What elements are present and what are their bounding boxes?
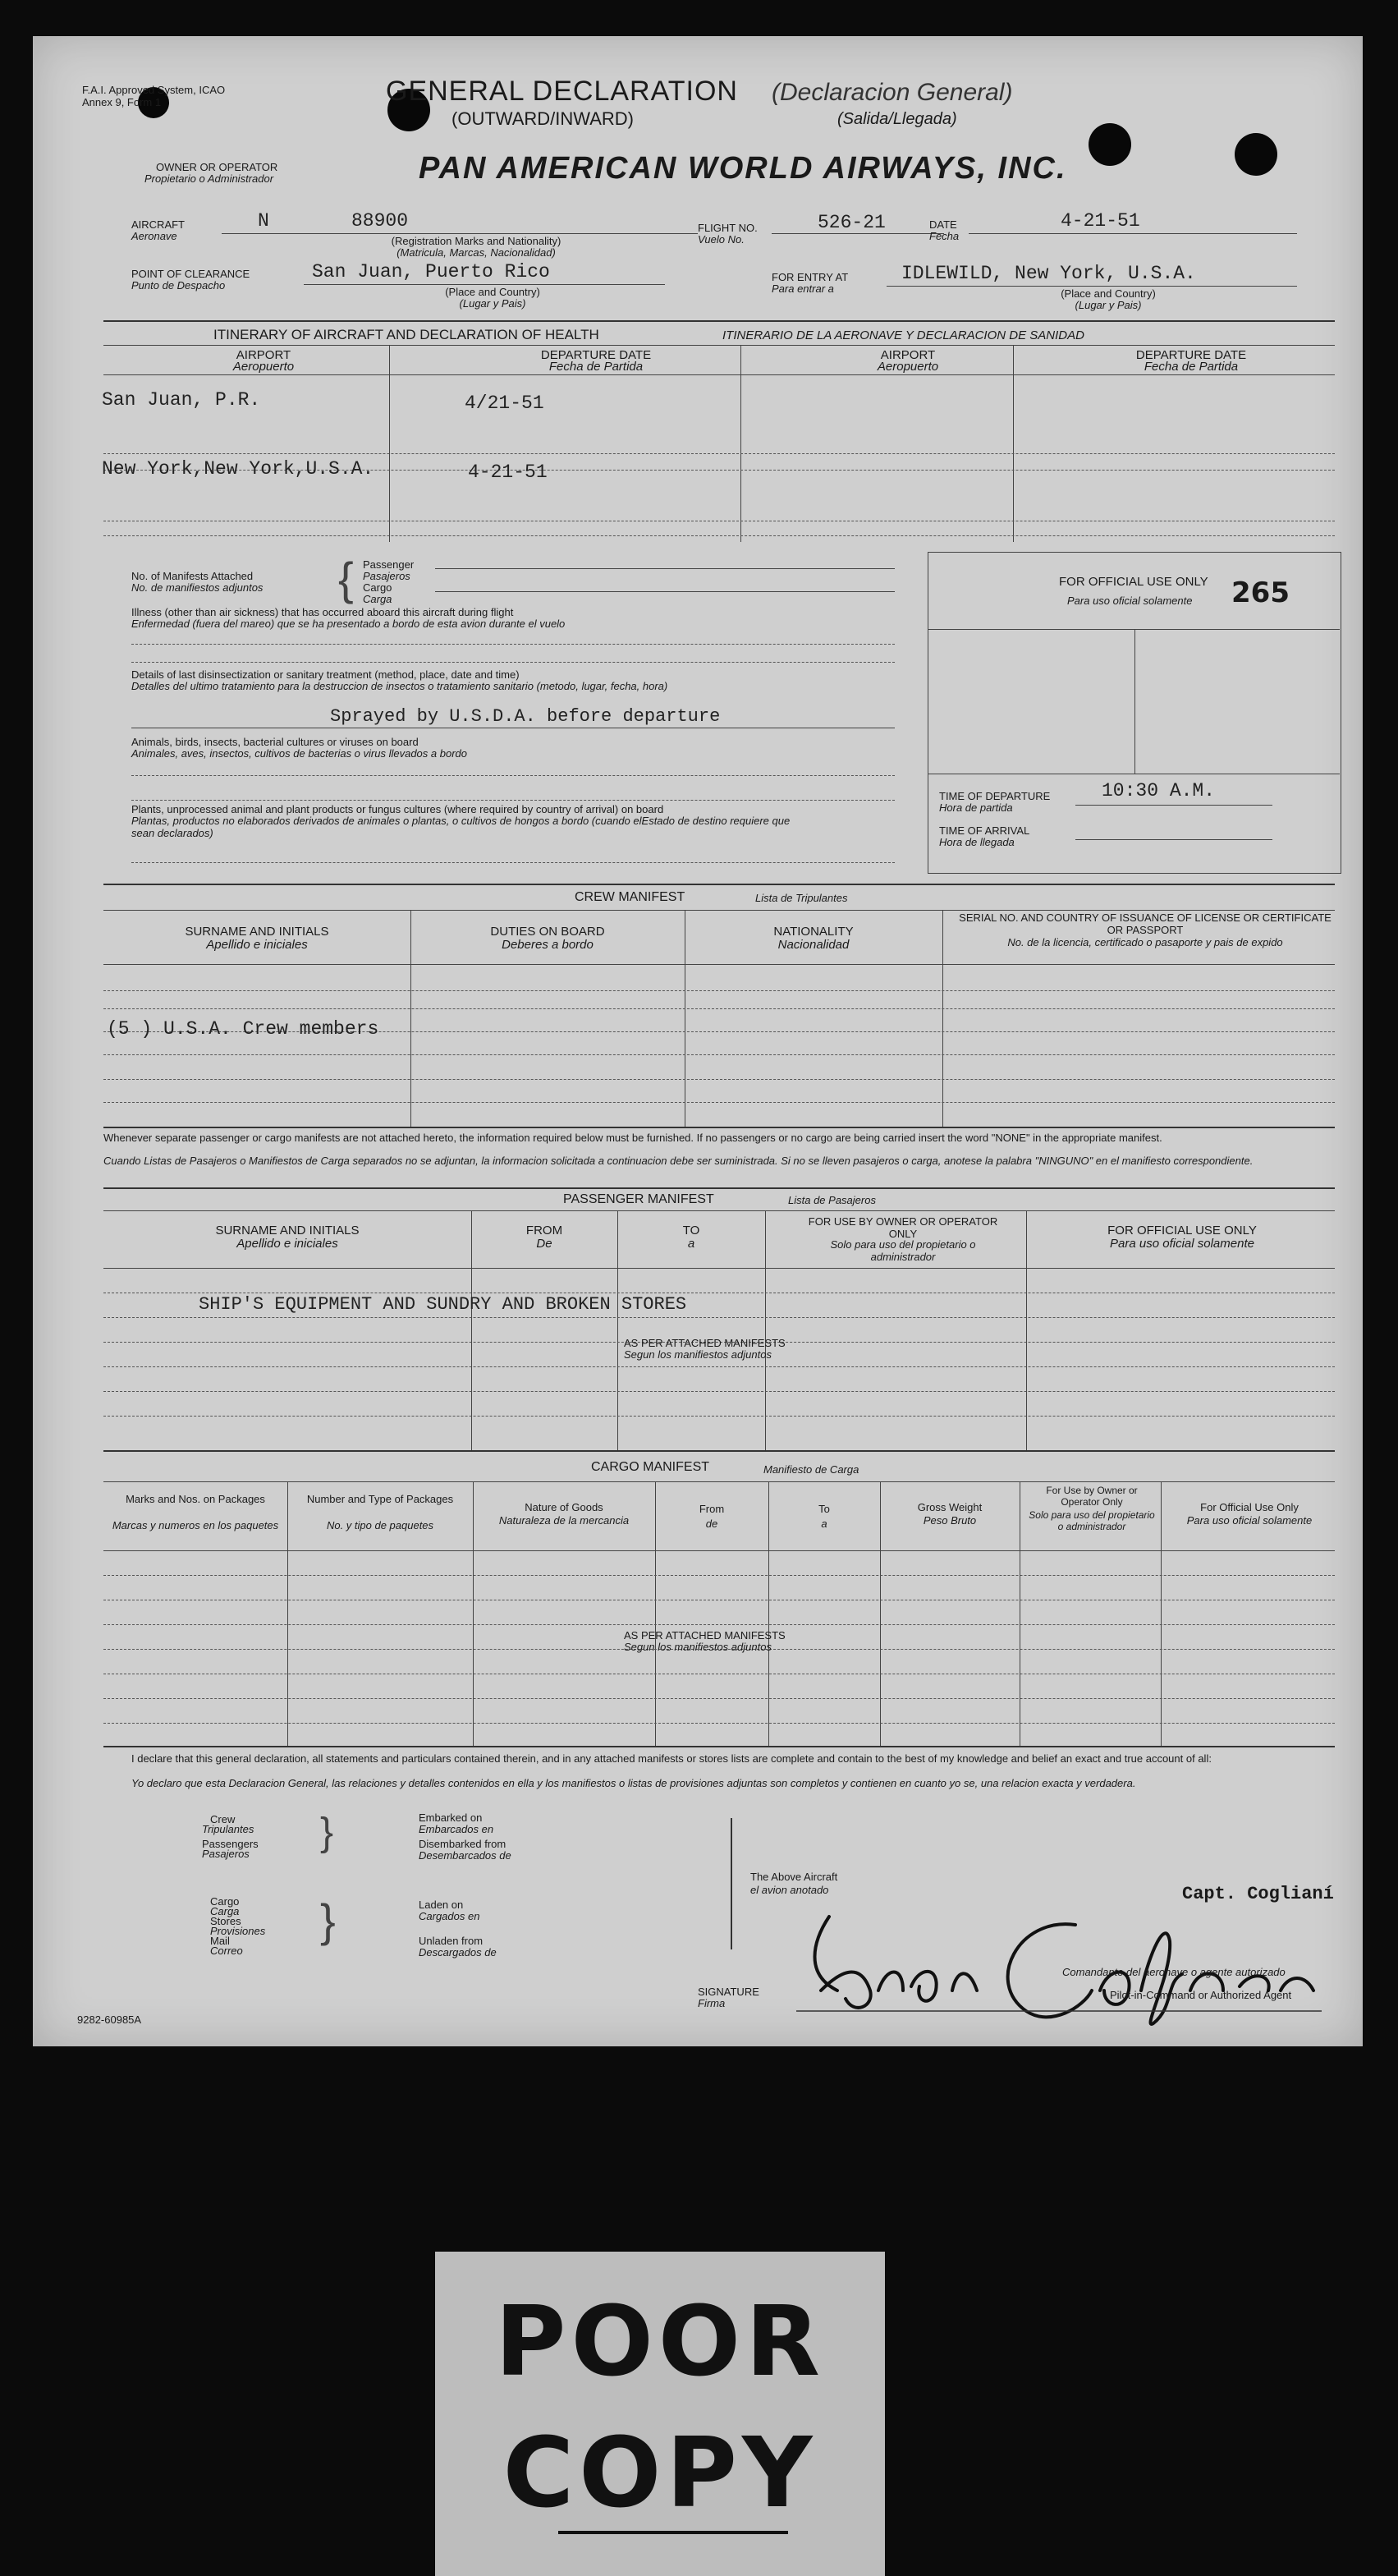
crew-col-name: SURNAME AND INITIALS [185,925,329,939]
cargo-col-from: From [699,1503,725,1515]
cargo-label-es: Carga [363,593,392,605]
clearance-label-es: Punto de Despacho [131,279,226,292]
aircraft-label-es: Aeronave [131,230,177,242]
form-subtitle: (OUTWARD/INWARD) [451,108,634,129]
passenger-col-official-es: Para uso oficial solamente [1110,1237,1254,1251]
declaration-text: I declare that this general declaration, all statements and particulars contained therein, and in any attached manifests or stores lists are complete and contain to the best of my knowledge and belief an exact and true account of all: [131,1752,1212,1765]
passenger-attached-es: Segun los manifiestos adjuntos [624,1348,772,1361]
poor-copy-line-2: COPY [502,2416,818,2529]
cargo-col-marks: Marks and Nos. on Packages [126,1493,265,1505]
illness-label: Illness (other than air sickness) that has occurred aboard this aircraft during flight [131,606,514,618]
cargo-title-es: Manifiesto de Carga [763,1463,859,1476]
poor-copy-underline [558,2531,788,2534]
passenger-col-owner-es: Solo para uso del propietario o administrador [830,1238,976,1263]
cargo-col-to: To [818,1503,830,1515]
passenger-col-to: TO [682,1224,700,1237]
cargo-col-to-es: a [821,1518,827,1530]
disinsect-value: Sprayed by U.S.D.A. before departure [330,706,721,727]
aircraft-prefix: N [258,210,269,232]
cargo-col-official-es: Para uso oficial solamente [1186,1514,1313,1527]
passenger-title: PASSENGER MANIFEST [563,1192,714,1206]
itinerary-col-airport-es: Aeropuerto [232,360,295,374]
itinerary-date-2: 4-21-51 [468,461,548,483]
cargo-col-official: For Official Use Only [1200,1501,1299,1513]
cargo-col-marks-es: Marcas y numeros en los paquetes [112,1519,279,1531]
entry-place-label: (Place and Country) [1061,287,1156,300]
date-label-es: Fecha [929,230,960,242]
date-value: 4-21-51 [1061,210,1140,232]
departure-label: TIME OF DEPARTURE [939,790,1051,802]
poor-copy-stamp [435,2252,885,2576]
passenger-col-to-es: a [687,1237,695,1251]
owner-value: PAN AMERICAN WORLD AIRWAYS, INC. [419,151,1067,186]
illness-label-es: Enfermedad (fuera del mareo) que se ha presentado a bordo de esta avion durante el vuelo [131,618,566,630]
decl-cargo-es: Carga [210,1905,240,1917]
decl-stores-es: Provisiones [210,1925,266,1937]
itinerary-airport-2: New York,New York,U.S.A. [102,458,374,480]
decl-passengers-es: Pasajeros [202,1848,250,1860]
passenger-label-es: Pasajeros [363,570,410,582]
decl-laden: Laden on [419,1899,464,1911]
clearance-value: San Juan, Puerto Rico [312,261,550,282]
official-number: 265 [1231,576,1290,609]
cargo-col-weight-es: Peso Bruto [923,1514,977,1527]
crew-title-es: Lista de Tripulantes [755,892,848,904]
passenger-col-from-es: De [536,1237,552,1251]
declaration-text-es: Yo declaro que esta Declaracion General, las relaciones y detalles contenidos en ella y los manifiestos o listas de provisiones adjuntas son completos y contienen en cuanto yo se, una relacion exacta y verdadera. [131,1777,1136,1789]
above-aircraft: The Above Aircraft [750,1871,838,1883]
passenger-title-es: Lista de Pasajeros [788,1194,876,1206]
departure-value: 10:30 A.M. [1102,780,1216,801]
decl-crew: Crew [210,1813,236,1825]
owner-label-es: Propietario o Administrador [144,172,274,185]
itinerary-title: ITINERARY OF AIRCRAFT AND DECLARATION OF HEALTH [213,327,599,342]
passenger-entry: SHIP'S EQUIPMENT AND SUNDRY AND BROKEN STORES [199,1294,687,1315]
crew-col-license-es: No. de la licencia, certificado o pasaporte y pais de expido [1007,936,1283,948]
poor-copy-line-1: POOR [495,2284,825,2398]
entry-value: IDLEWILD, New York, U.S.A. [901,263,1196,284]
manifests-label-es: No. de manifiestos adjuntos [131,581,264,594]
signature-image [780,1867,1338,2048]
manifests-brace: { [338,553,354,604]
decl-embarked: Embarked on [419,1811,483,1824]
animals-label: Animals, birds, insects, bacterial cultures or viruses on board [131,736,419,748]
departure-label-es: Hora de partida [939,801,1013,814]
itinerary-col-airport-2: AIRPORT [880,348,936,362]
decl-disembarked: Disembarked from [419,1838,506,1850]
clearance-place-label: (Place and Country) [445,286,540,298]
decl-passengers: Passengers [202,1838,259,1850]
decl-mail-es: Correo [210,1945,243,1957]
cargo-col-packages-es: No. y tipo de paquetes [326,1519,434,1531]
itinerary-date-1: 4/21-51 [465,393,544,414]
crew-note-es: Cuando Listas de Pasajeros o Manifiestos de Carga separados no se adjuntan, la informacion solicitada a continuacion debe ser suministrada. Si no se lleven pasajeros o carga, anotese la palabra "NINGUNO" en el manifiesto correspondiente. [103,1155,1254,1167]
cargo-col-goods-es: Naturaleza de la mercancia [498,1514,630,1527]
passenger-col-name-es: Apellido e iniciales [236,1237,338,1251]
passenger-col-name: SURNAME AND INITIALS [215,1224,360,1237]
animals-label-es: Animales, aves, insectos, cultivos de bacterias o virus llevados a bordo [131,747,467,760]
signer-role-es: Comandante del aeronave o agente autorizado [1062,1966,1286,1978]
form-title-es: (Declaracion General) [772,79,1013,106]
form-subtitle-es: (Salida/Llegada) [837,110,957,128]
official-label: FOR OFFICIAL USE ONLY [1059,575,1208,589]
decl-cargo: Cargo [210,1895,240,1908]
decl-unladen: Unladen from [419,1935,484,1947]
crew-col-duties: DUTIES ON BOARD [490,925,605,939]
flight-label-es: Vuelo No. [698,233,745,246]
signer-role: Pilot-in-Command or Authorized Agent [1110,1989,1292,2001]
itinerary-title-es: ITINERARIO DE LA AERONAVE Y DECLARACION DE SANIDAD [722,328,1084,342]
flight-value: 526-21 [818,212,886,233]
decl-stores: Stores [210,1915,241,1927]
cargo-col-owner: For Use by Owner or Operator Only [1046,1485,1138,1508]
registration-label: (Registration Marks and Nationality) [391,235,561,247]
punch-hole [1089,123,1131,166]
crew-col-nationality-es: Nacionalidad [777,938,850,952]
itinerary-col-departure-2: DEPARTURE DATE [1135,348,1247,362]
manifests-label: No. of Manifests Attached [131,570,254,582]
cargo-col-goods: Nature of Goods [525,1501,603,1513]
itinerary-col-departure-2-es: Fecha de Partida [1144,360,1239,374]
plants-label-es: Plantas, productos no elaborados derivados de animales o plantas, o cultivos de hongos a bordo (cuando elEstado de destino requiere que sean declarados) [131,815,791,839]
cargo-attached: AS PER ATTACHED MANIFESTS [624,1629,786,1642]
itinerary-col-departure: DEPARTURE DATE [540,348,652,362]
itinerary-col-airport-2-es: Aeropuerto [877,360,939,374]
declaration-sheet [33,36,1363,2046]
owner-label: OWNER OR OPERATOR [156,161,278,173]
decl-unladen-es: Descargados de [419,1946,497,1958]
arrival-label-es: Hora de llegada [939,836,1015,848]
captain-name: Capt. Coglianí [1182,1884,1334,1904]
cargo-col-packages: Number and Type of Packages [306,1493,454,1505]
flight-label: FLIGHT NO. [698,222,758,234]
punch-hole [1235,133,1277,176]
date-label: DATE [929,218,957,231]
decl-embarked-es: Embarcados en [419,1823,494,1835]
crew-col-license: SERIAL NO. AND COUNTRY OF ISSUANCE OF LICENSE OR CERTIFICATE OR PASSPORT [959,911,1332,936]
registration-label-es: (Matricula, Marcas, Nacionalidad) [396,246,556,259]
disinsect-label: Details of last disinsectization or sanitary treatment (method, place, date and time) [131,668,520,681]
form-number: 9282-60985A [77,2014,142,2026]
official-label-es: Para uso oficial solamente [1067,595,1193,607]
form-title: GENERAL DECLARATION [386,76,738,107]
signature-label-es: Firma [698,1997,726,2009]
crew-col-duties-es: Deberes a bordo [502,938,594,952]
cargo-col-from-es: de [705,1518,718,1530]
crew-title: CREW MANIFEST [575,890,685,904]
clearance-place-label-es: (Lugar y Pais) [459,297,526,310]
above-aircraft-es: el avion anotado [750,1884,829,1896]
passenger-label: Passenger [363,558,415,571]
itinerary-col-airport: AIRPORT [236,348,291,362]
decl-crew-es: Tripulantes [202,1823,254,1835]
signature-label: SIGNATURE [698,1986,759,1998]
crew-col-name-es: Apellido e iniciales [206,938,308,952]
entry-place-label-es: (Lugar y Pais) [1075,299,1142,311]
passenger-col-official: FOR OFFICIAL USE ONLY [1107,1224,1257,1237]
passenger-col-from: FROM [525,1224,563,1237]
crew-entry: (5 ) U.S.A. Crew members [107,1018,379,1040]
cargo-label: Cargo [363,581,392,594]
passenger-attached: AS PER ATTACHED MANIFESTS [624,1337,786,1349]
itinerary-airport-1: San Juan, P.R. [102,389,261,411]
decl-brace: } [320,1811,334,1854]
cargo-title: CARGO MANIFEST [591,1460,710,1474]
plants-label: Plants, unprocessed animal and plant products or fungus cultures (where required by country of arrival) on board [131,803,664,815]
decl-brace-2: } [320,1894,336,1946]
disinsect-label-es: Detalles del ultimo tratamiento para la destruccion de insectos o tratamiento sanitario (metodo, lugar, fecha, hora) [131,680,668,692]
entry-label: FOR ENTRY AT [772,271,849,283]
cargo-attached-es: Segun los manifiestos adjuntos [624,1641,772,1653]
decl-laden-es: Cargados en [419,1910,480,1922]
passenger-col-owner: FOR USE BY OWNER OR OPERATOR ONLY [808,1215,998,1240]
itinerary-col-departure-es: Fecha de Partida [548,360,644,374]
entry-label-es: Para entrar a [772,282,834,295]
crew-note: Whenever separate passenger or cargo manifests are not attached hereto, the information required below must be furnished. If no passengers or no cargo are being carried insert the word "NONE" in the appropriate manifest. [103,1132,1162,1144]
arrival-label: TIME OF ARRIVAL [939,824,1030,837]
aircraft-value: 88900 [351,210,409,232]
cargo-col-weight: Gross Weight [917,1501,983,1513]
approval-text: F.A.I. Approved System, ICAO Annex 9, Form 1 [82,84,226,108]
aircraft-label: AIRCRAFT [131,218,185,231]
crew-col-nationality: NATIONALITY [773,925,854,939]
cargo-col-owner-es: Solo para uso del propietario o administrador [1029,1509,1155,1532]
decl-disembarked-es: Desembarcados de [419,1849,511,1862]
clearance-label: POINT OF CLEARANCE [131,268,250,280]
decl-mail: Mail [210,1935,230,1947]
